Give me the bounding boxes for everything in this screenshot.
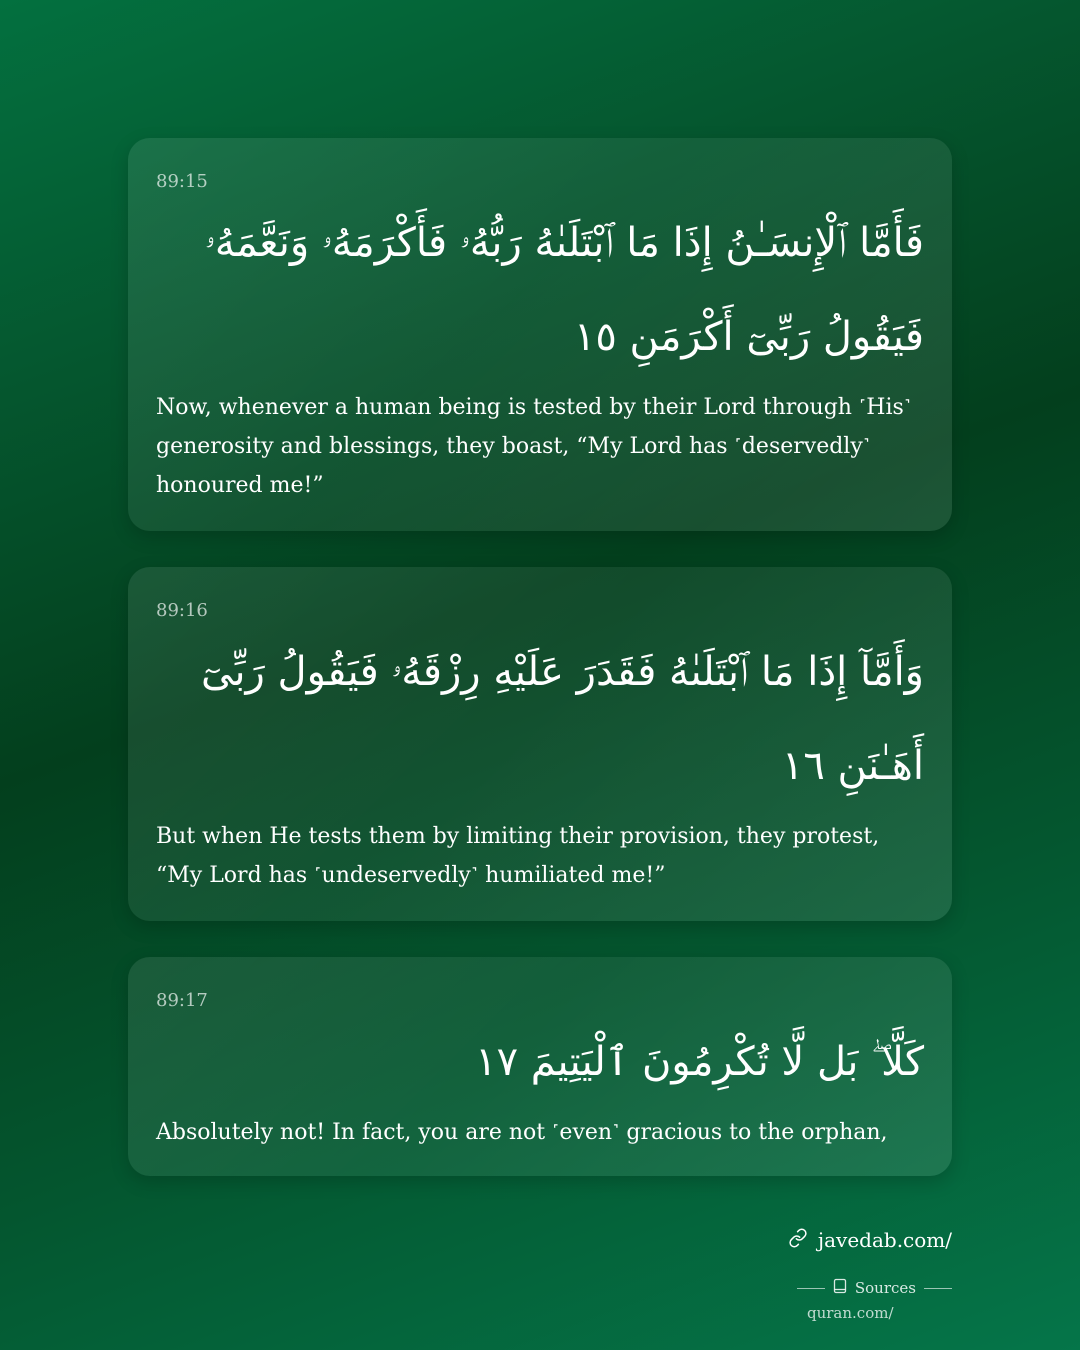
website-link[interactable] [788, 1228, 952, 1252]
divider-line-left [797, 1288, 825, 1289]
verse-translation: Absolutely not! In fact, you are not ˹even˺ gracious to the orphan, [156, 1120, 888, 1145]
website-link-text[interactable]: javedab.com/ [817, 1228, 952, 1252]
verse-reference: 89:15 [156, 171, 208, 192]
divider-line-right [924, 1288, 952, 1289]
verse-translation: But when He tests them by limiting their provision, they protest, “My Lord has ˹undeservedly˺ humiliated me!” [156, 824, 880, 888]
sources-label: Sources [854, 1279, 916, 1297]
verse-card-89-17 [128, 957, 952, 1176]
link-icon [788, 1228, 808, 1252]
verse-reference: 89:16 [156, 600, 208, 621]
verse-reference: 89:17 [156, 990, 208, 1011]
verse-arabic-text: وَأَمَّآ إِذَا مَا ٱبْتَلَىٰهُ فَقَدَرَ عَلَيْهِ رِزْقَهُۥ فَيَقُولُ رَبِّىٓ أَهَـٰنَنِ ١٦ [201, 649, 924, 789]
verse-card-89-15 [128, 138, 952, 531]
verse-arabic-text: كَلَّا ۖ بَل لَّا تُكْرِمُونَ ٱلْيَتِيمَ ١٧ [475, 1039, 924, 1085]
verse-arabic-text: فَأَمَّا ٱلْإِنسَـٰنُ إِذَا مَا ٱبْتَلَىٰهُ رَبُّهُۥ فَأَكْرَمَهُۥ وَنَعَّمَهُۥ فَيَقُولُ رَبِّىٓ أَكْرَمَنِ ١٥ [204, 220, 924, 360]
verse-translation: Now, whenever a human being is tested by their Lord through ˹His˺ generosity and blessings, they boast, “My Lord has ˹deservedly˺ honoured me!” [156, 395, 912, 498]
sources-divider [797, 1278, 952, 1298]
verse-card-89-16 [128, 567, 952, 921]
book-icon [833, 1278, 847, 1298]
source-url-link[interactable]: quran.com/ [807, 1304, 894, 1322]
